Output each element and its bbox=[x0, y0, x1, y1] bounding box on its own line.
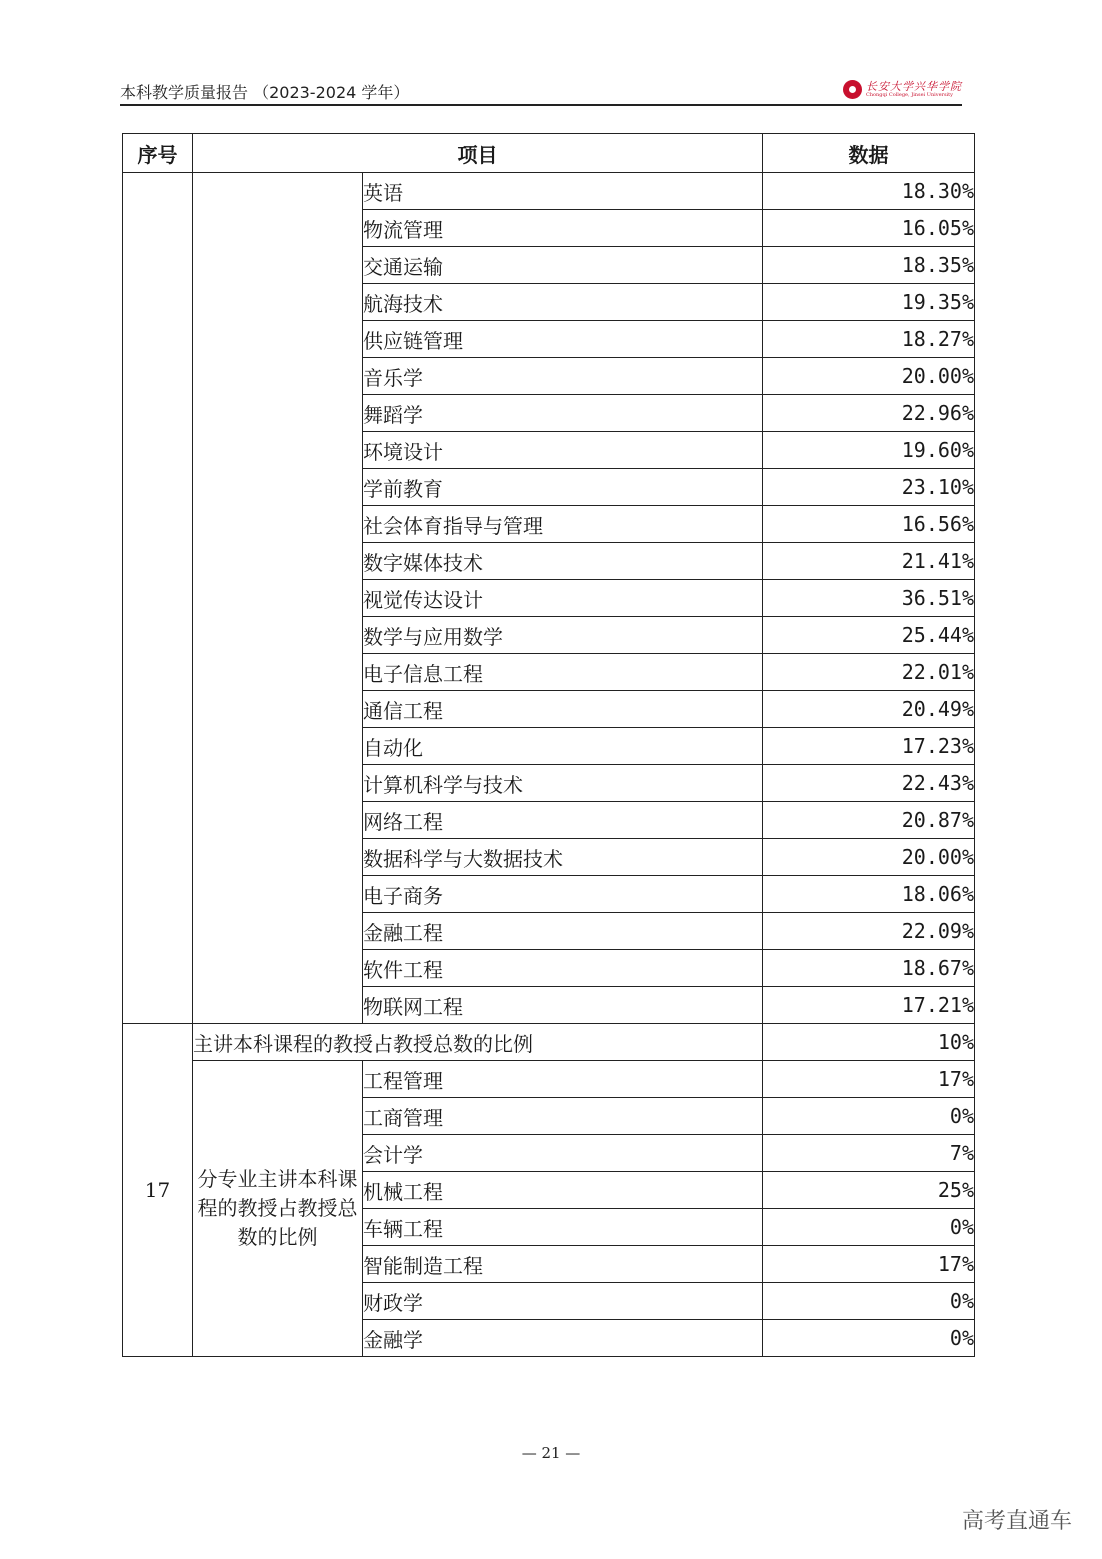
logo-english-text: Chongqi College, Jinsei University bbox=[866, 91, 953, 98]
major-name: 物联网工程 bbox=[363, 987, 763, 1024]
summary-value: 10% bbox=[763, 1024, 975, 1061]
major-value: 20.87% bbox=[763, 802, 975, 839]
major-value: 0% bbox=[763, 1283, 975, 1320]
table-row bbox=[123, 1024, 975, 1061]
major-value: 17% bbox=[763, 1061, 975, 1098]
major-name: 航海技术 bbox=[363, 284, 763, 321]
major-value: 17.21% bbox=[763, 987, 975, 1024]
major-value: 22.09% bbox=[763, 913, 975, 950]
header-seq: 序号 bbox=[123, 134, 193, 173]
table-row bbox=[123, 1061, 975, 1098]
major-value: 18.35% bbox=[763, 247, 975, 284]
major-name: 供应链管理 bbox=[363, 321, 763, 358]
major-name: 工商管理 bbox=[363, 1098, 763, 1135]
major-name: 电子信息工程 bbox=[363, 654, 763, 691]
logo-chinese-text: 长安大学兴华学院 bbox=[866, 79, 962, 93]
major-name: 数字媒体技术 bbox=[363, 543, 763, 580]
major-name: 软件工程 bbox=[363, 950, 763, 987]
major-name: 环境设计 bbox=[363, 432, 763, 469]
major-name: 车辆工程 bbox=[363, 1209, 763, 1246]
major-name: 视觉传达设计 bbox=[363, 580, 763, 617]
major-value: 36.51% bbox=[763, 580, 975, 617]
college-logo bbox=[843, 76, 962, 102]
major-value: 18.67% bbox=[763, 950, 975, 987]
major-name: 交通运输 bbox=[363, 247, 763, 284]
major-value: 21.41% bbox=[763, 543, 975, 580]
college-seal-icon bbox=[843, 80, 862, 99]
page-header bbox=[120, 78, 962, 106]
major-value: 18.30% bbox=[763, 173, 975, 210]
major-value: 0% bbox=[763, 1098, 975, 1135]
major-value: 7% bbox=[763, 1135, 975, 1172]
seq-number: 17 bbox=[123, 1024, 193, 1357]
major-value: 20.00% bbox=[763, 839, 975, 876]
report-title: 本科教学质量报告 （2023-2024 学年） bbox=[120, 83, 410, 102]
major-value: 18.27% bbox=[763, 321, 975, 358]
major-name: 计算机科学与技术 bbox=[363, 765, 763, 802]
major-name: 自动化 bbox=[363, 728, 763, 765]
major-name: 金融工程 bbox=[363, 913, 763, 950]
seq-cell-empty bbox=[123, 173, 193, 1024]
major-name: 学前教育 bbox=[363, 469, 763, 506]
major-value: 19.60% bbox=[763, 432, 975, 469]
header-item: 项目 bbox=[193, 134, 763, 173]
header-value: 数据 bbox=[763, 134, 975, 173]
major-value: 17% bbox=[763, 1246, 975, 1283]
major-value: 22.43% bbox=[763, 765, 975, 802]
major-name: 财政学 bbox=[363, 1283, 763, 1320]
major-value: 25% bbox=[763, 1172, 975, 1209]
major-value: 17.23% bbox=[763, 728, 975, 765]
category-label: 分专业主讲本科课程的教授占教授总数的比例 bbox=[193, 1061, 363, 1357]
major-name: 英语 bbox=[363, 173, 763, 210]
major-value: 16.56% bbox=[763, 506, 975, 543]
major-value: 22.01% bbox=[763, 654, 975, 691]
major-name: 音乐学 bbox=[363, 358, 763, 395]
major-value: 16.05% bbox=[763, 210, 975, 247]
major-name: 舞蹈学 bbox=[363, 395, 763, 432]
watermark: 高考直通车 bbox=[961, 1509, 1072, 1534]
major-name: 数据科学与大数据技术 bbox=[363, 839, 763, 876]
major-value: 25.44% bbox=[763, 617, 975, 654]
major-name: 网络工程 bbox=[363, 802, 763, 839]
major-value: 19.35% bbox=[763, 284, 975, 321]
major-name: 电子商务 bbox=[363, 876, 763, 913]
major-name: 机械工程 bbox=[363, 1172, 763, 1209]
major-name: 会计学 bbox=[363, 1135, 763, 1172]
table-row bbox=[123, 173, 975, 210]
major-name: 数学与应用数学 bbox=[363, 617, 763, 654]
major-name: 物流管理 bbox=[363, 210, 763, 247]
major-name: 金融学 bbox=[363, 1320, 763, 1357]
major-name: 社会体育指导与管理 bbox=[363, 506, 763, 543]
major-value: 0% bbox=[763, 1320, 975, 1357]
category-cell-empty bbox=[193, 173, 363, 1024]
data-table bbox=[122, 133, 975, 1357]
summary-label: 主讲本科课程的教授占教授总数的比例 bbox=[193, 1024, 763, 1061]
major-value: 18.06% bbox=[763, 876, 975, 913]
major-value: 0% bbox=[763, 1209, 975, 1246]
page-number: — 21 — bbox=[521, 1444, 581, 1462]
major-value: 22.96% bbox=[763, 395, 975, 432]
major-value: 20.49% bbox=[763, 691, 975, 728]
table-header-row bbox=[123, 134, 975, 173]
major-name: 通信工程 bbox=[363, 691, 763, 728]
major-value: 20.00% bbox=[763, 358, 975, 395]
major-name: 智能制造工程 bbox=[363, 1246, 763, 1283]
major-value: 23.10% bbox=[763, 469, 975, 506]
table-body bbox=[123, 173, 975, 1357]
major-name: 工程管理 bbox=[363, 1061, 763, 1098]
